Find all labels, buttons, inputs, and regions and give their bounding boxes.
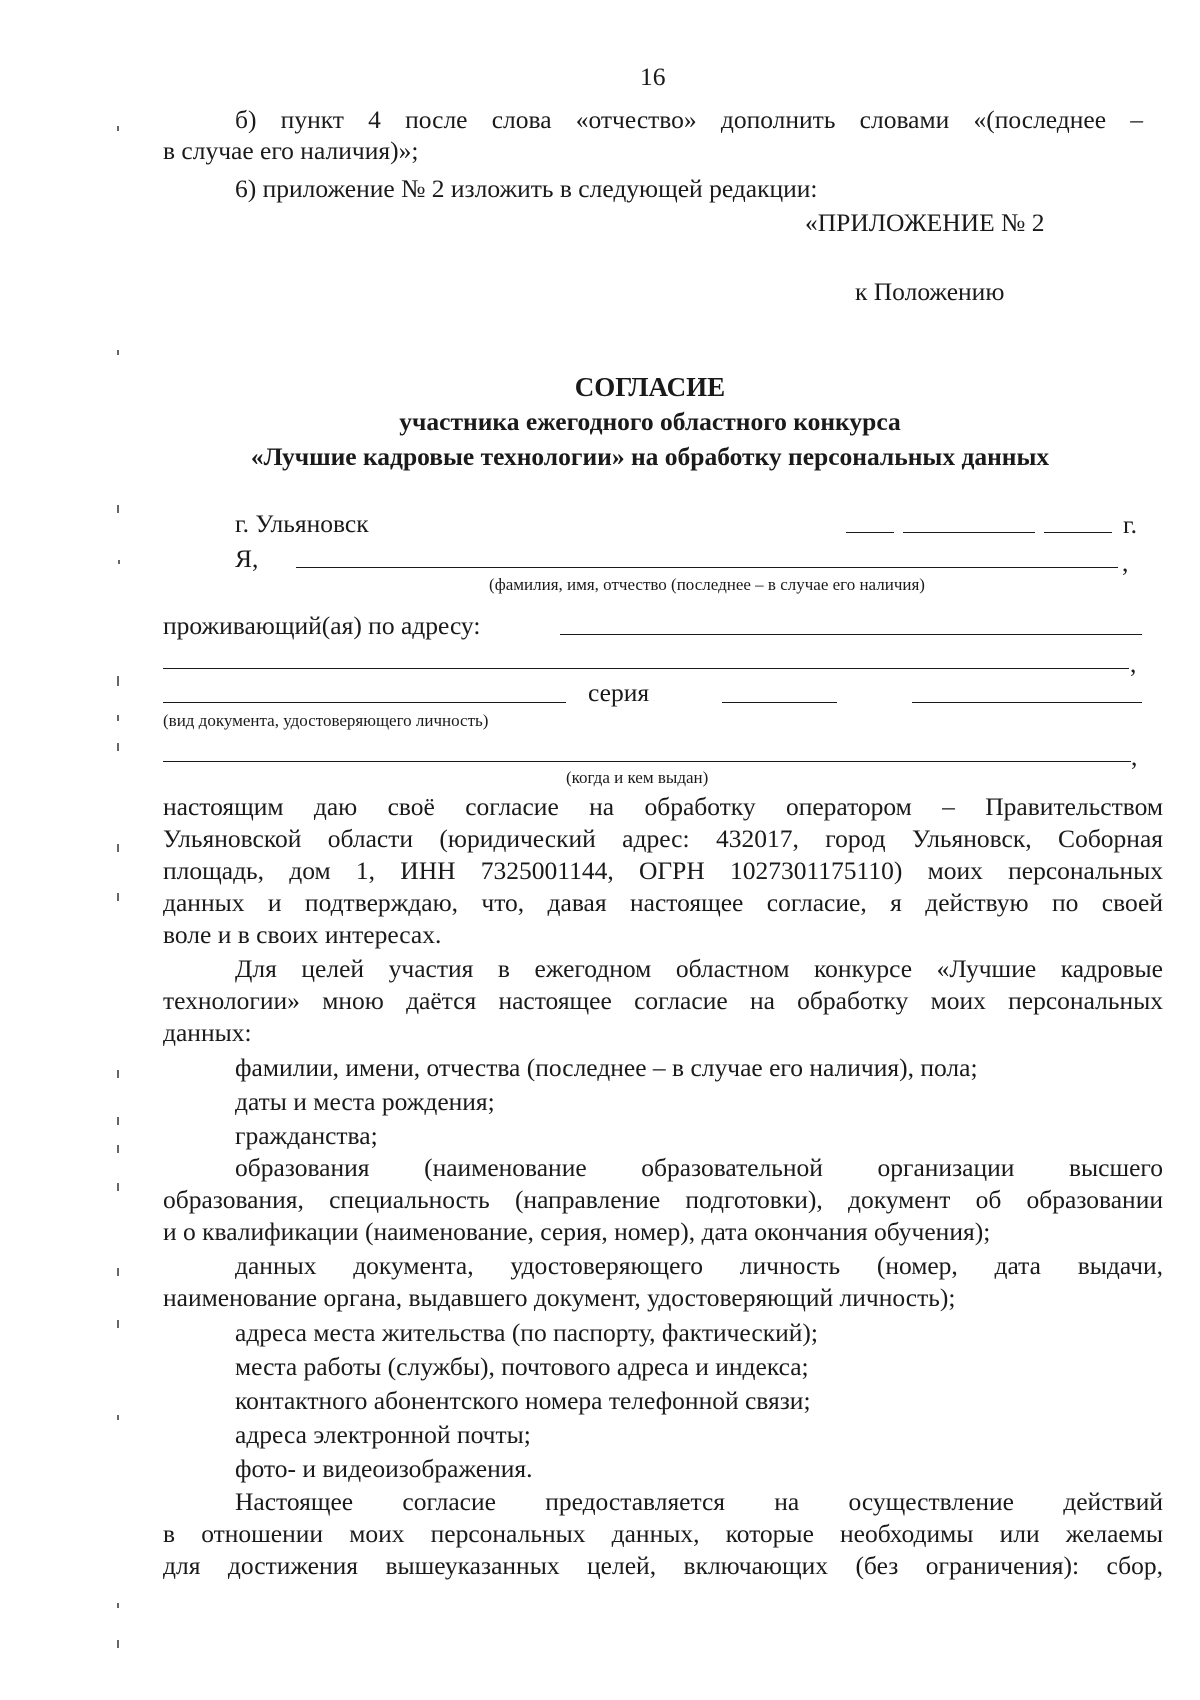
issued-caption: (когда и кем выдан) bbox=[566, 768, 709, 787]
body-p1-line: площадь, дом 1, ИНН 7325001144, ОГРН 1027301175110) моих персональных bbox=[163, 856, 1163, 885]
scan-speck bbox=[117, 1268, 119, 1276]
scan-speck bbox=[117, 893, 119, 901]
body-p1-line: воле и в своих интересах. bbox=[163, 920, 442, 949]
scan-speck bbox=[117, 1117, 119, 1125]
amendment-b-line1: б) пункт 4 после слова «отчество» дополнить словами «(последнее – bbox=[235, 105, 1143, 134]
fio-field[interactable] bbox=[296, 567, 1118, 568]
scan-speck bbox=[117, 1640, 119, 1648]
list-item: адреса места жительства (по паспорту, фактический); bbox=[235, 1318, 818, 1347]
list-item: гражданства; bbox=[235, 1121, 378, 1150]
series-label: серия bbox=[588, 678, 650, 707]
appendix-ref: к Положению bbox=[855, 277, 1005, 306]
i-label: Я, bbox=[235, 544, 259, 573]
series-field[interactable] bbox=[722, 702, 837, 703]
list-item-education: образования (наименование образовательной организации высшего bbox=[235, 1153, 1163, 1182]
list-item: места работы (службы), почтового адреса и индекса; bbox=[235, 1352, 809, 1381]
scan-speck bbox=[117, 1415, 119, 1420]
scan-speck bbox=[117, 1603, 119, 1608]
list-item: фото- и видеоизображения. bbox=[235, 1454, 533, 1483]
scan-speck bbox=[117, 505, 119, 513]
document-subtitle-2: «Лучшие кадровые технологии» на обработку персональных данных bbox=[250, 442, 1050, 471]
body-p2-line: технологии» мною даётся настоящее согласие на обработку моих персональных bbox=[163, 986, 1163, 1015]
scan-speck bbox=[117, 676, 119, 686]
date-month-field[interactable] bbox=[903, 532, 1035, 533]
number-field[interactable] bbox=[912, 702, 1142, 703]
amendment-v-line: 6) приложение № 2 изложить в следующей редакции: bbox=[235, 174, 818, 203]
scan-speck bbox=[118, 560, 120, 564]
document-type-field[interactable] bbox=[163, 702, 566, 703]
scan-speck bbox=[117, 844, 119, 852]
list-item-education: образования, специальность (направление подготовки), документ об образовании bbox=[163, 1185, 1163, 1214]
date-year-field[interactable] bbox=[1044, 532, 1112, 533]
scan-speck bbox=[117, 350, 119, 355]
document-title: СОГЛАСИЕ bbox=[574, 372, 726, 402]
body-p2-line: данных: bbox=[163, 1018, 252, 1047]
list-item-document: данных документа, удостоверяющего личность (номер, дата выдачи, bbox=[235, 1251, 1163, 1280]
list-item: контактного абонентского номера телефонной связи; bbox=[235, 1386, 811, 1415]
list-item: адреса электронной почты; bbox=[235, 1420, 531, 1449]
body-p3-line: Настоящее согласие предоставляется на осуществление действий bbox=[235, 1487, 1163, 1516]
scan-speck bbox=[117, 126, 119, 131]
appendix-label: «ПРИЛОЖЕНИЕ № 2 bbox=[805, 208, 1045, 237]
scan-speck bbox=[117, 1183, 119, 1191]
city-label: г. Ульяновск bbox=[235, 509, 369, 538]
scan-speck bbox=[117, 1145, 119, 1153]
list-item-education: и о квалификации (наименование, серия, номер), дата окончания обучения); bbox=[163, 1217, 991, 1246]
body-p3-line: для достижения вышеуказанных целей, включающих (без ограничения): сбор, bbox=[163, 1551, 1163, 1580]
issued-field[interactable] bbox=[163, 761, 1131, 762]
body-p1-line: данных и подтверждаю, что, давая настоящее согласие, я действую по своей bbox=[163, 888, 1163, 917]
fio-comma: , bbox=[1122, 548, 1129, 577]
issued-comma: , bbox=[1131, 742, 1138, 771]
year-suffix: г. bbox=[1123, 510, 1137, 539]
body-p2-line: Для целей участия в ежегодном областном конкурсе «Лучшие кадровые bbox=[235, 954, 1163, 983]
scan-speck bbox=[117, 1320, 119, 1328]
scan-speck bbox=[117, 715, 119, 721]
list-item: фамилии, имени, отчества (последнее – в случае его наличия), пола; bbox=[235, 1053, 978, 1082]
list-item-document: наименование органа, выдавшего документ, удостоверяющий личность); bbox=[163, 1283, 956, 1312]
body-p3-line: в отношении моих персональных данных, которые необходимы или желаемы bbox=[163, 1519, 1163, 1548]
page-number: 16 bbox=[640, 62, 666, 91]
document-subtitle-1: участника ежегодного областного конкурса bbox=[399, 407, 901, 436]
scan-speck bbox=[117, 1070, 119, 1078]
scan-speck bbox=[117, 743, 119, 751]
fio-caption: (фамилия, имя, отчество (последнее – в случае его наличия) bbox=[489, 575, 925, 594]
amendment-b-line2: в случае его наличия)»; bbox=[163, 136, 419, 165]
body-p1-line: Ульяновской области (юридический адрес: 432017, город Ульяновск, Соборная bbox=[163, 824, 1163, 853]
list-item: даты и места рождения; bbox=[235, 1087, 495, 1116]
address-field-2[interactable] bbox=[163, 668, 1129, 669]
body-p1-line: настоящим даю своё согласие на обработку оператором – Правительством bbox=[163, 792, 1163, 821]
date-day-field[interactable] bbox=[846, 532, 894, 533]
address-label: проживающий(ая) по адресу: bbox=[163, 611, 481, 640]
document-type-caption: (вид документа, удостоверяющего личность) bbox=[163, 711, 489, 730]
address-comma: , bbox=[1130, 649, 1137, 678]
address-field-1[interactable] bbox=[560, 634, 1142, 635]
